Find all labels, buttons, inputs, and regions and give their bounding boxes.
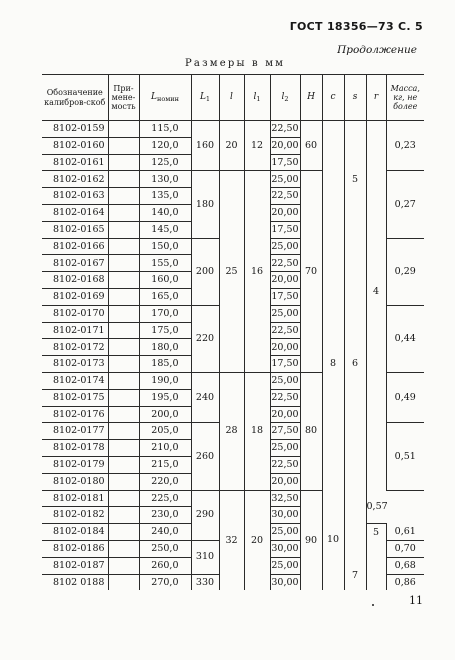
designation-cell: 8102-0175	[42, 389, 108, 406]
length-cell: 230,0	[139, 507, 191, 524]
applicability-cell	[108, 524, 139, 541]
designation-cell: 8102-0187	[42, 557, 108, 574]
page-number: 11	[409, 594, 423, 607]
length-cell: 250,0	[139, 540, 191, 557]
applicability-cell	[108, 221, 139, 238]
length-cell: 140,0	[139, 204, 191, 221]
l2-cell: 17,50	[270, 154, 300, 171]
l-cell: 25	[219, 171, 244, 373]
length-cell: 210,0	[139, 440, 191, 457]
applicability-cell	[108, 356, 139, 373]
applicability-cell	[108, 204, 139, 221]
applicability-cell	[108, 406, 139, 423]
l2-cell: 30,00	[270, 540, 300, 557]
length-cell: 150,0	[139, 238, 191, 255]
designation-cell: 8102-0168	[42, 272, 108, 289]
l2-cell: 20,00	[270, 406, 300, 423]
length-cell: 205,0	[139, 423, 191, 440]
L1-cell: 240	[191, 372, 219, 422]
designation-cell: 8102-0172	[42, 339, 108, 356]
table-row	[42, 490, 424, 507]
mass-cell: 0,61	[386, 524, 424, 541]
l2-cell: 17,50	[270, 356, 300, 373]
l2-cell: 20,00	[270, 137, 300, 154]
col-l: l	[219, 75, 244, 121]
l2-cell: 22,50	[270, 188, 300, 205]
c-cell: 10	[322, 490, 344, 590]
l2-cell: 27,50	[270, 423, 300, 440]
s-cell: 7	[344, 490, 366, 590]
designation-cell: 8102 0188	[53, 576, 105, 588]
header-row	[42, 75, 424, 121]
designation-cell: 8102-0162	[42, 171, 108, 188]
l-cell: 32	[219, 490, 244, 590]
L1-cell: 310	[191, 540, 219, 574]
designation-cell: 8102-0159	[42, 121, 108, 138]
col-l1: $l_1$	[244, 75, 270, 121]
l2-cell: 22,50	[270, 456, 300, 473]
applicability-cell	[108, 154, 139, 171]
designation-cell: 8102-0167	[42, 255, 108, 272]
length-cell: 125,0	[139, 154, 191, 171]
length-cell: 115,0	[139, 121, 191, 138]
L1-cell: 220	[191, 305, 219, 372]
designation-cell: 8102-0178	[42, 440, 108, 457]
designation-cell: 8102-0170	[42, 305, 108, 322]
length-cell: 220,0	[139, 473, 191, 490]
length-cell: 165,0	[139, 288, 191, 305]
r-cell: 4	[366, 287, 386, 472]
col-L1: $L_1$	[191, 75, 219, 121]
l2-cell: 25,00	[270, 372, 300, 389]
l2-cell: 32,50	[270, 490, 300, 507]
mass-cell: 0,57	[366, 490, 386, 524]
applicability-cell	[108, 574, 139, 590]
H-cell: 70	[300, 171, 322, 373]
designation-cell: 8102-0169	[42, 288, 108, 305]
mass-cell: 0,49	[386, 372, 424, 422]
applicability-cell	[108, 557, 139, 574]
length-cell: 130,0	[139, 171, 191, 188]
col-L-nom: $L_{номин}$	[139, 75, 191, 121]
length-cell: 155,0	[139, 255, 191, 272]
l2-cell: 17,50	[270, 221, 300, 238]
l2-cell: 20,00	[270, 339, 300, 356]
applicability-cell	[108, 137, 139, 154]
L1-cell: 330	[191, 574, 219, 590]
designation-cell: 8102-0180	[42, 473, 108, 490]
l2-cell: 25,00	[270, 557, 300, 574]
applicability-cell	[108, 188, 139, 205]
mass-cell: 0,70	[386, 540, 424, 557]
applicability-cell	[108, 507, 139, 524]
l2-cell: 25,00	[270, 238, 300, 255]
mass-cell: 0,68	[386, 557, 424, 574]
l2-cell: 22,50	[270, 255, 300, 272]
col-mass: Масса, кг, не более	[386, 75, 424, 121]
l2-cell: 17,50	[270, 288, 300, 305]
l2-cell: 22,50	[270, 389, 300, 406]
H-cell: 60	[300, 121, 322, 171]
dimensions-caption: Размеры в мм	[185, 58, 286, 69]
l2-cell: 20,00	[270, 272, 300, 289]
designation-cell: 8102-0171	[42, 322, 108, 339]
length-cell: 260,0	[139, 557, 191, 574]
r-cell: 5	[366, 524, 386, 591]
designation-cell: 8102-0174	[42, 372, 108, 389]
applicability-cell	[108, 389, 139, 406]
col-H: H	[300, 75, 322, 121]
print-speck	[372, 604, 374, 606]
l1-cell: 18	[244, 372, 270, 490]
applicability-cell	[108, 423, 139, 440]
applicability-cell	[108, 540, 139, 557]
l2-cell: 20,00	[270, 204, 300, 221]
applicability-cell	[108, 339, 139, 356]
designation-cell: 8102-0164	[42, 204, 108, 221]
applicability-cell	[108, 288, 139, 305]
designation-cell: 8102-0184	[42, 524, 108, 541]
applicability-cell	[108, 322, 139, 339]
designation-cell: 8102-0160	[42, 137, 108, 154]
designation-cell: 8102-0163	[42, 188, 108, 205]
c-cell	[322, 121, 344, 239]
r-cell	[366, 121, 386, 306]
standard-header: ГОСТ 18356—73 С. 5	[289, 20, 423, 33]
gauge-table	[42, 74, 424, 590]
l2-cell: 20,00	[270, 473, 300, 490]
applicability-cell	[108, 456, 139, 473]
length-cell: 170,0	[139, 305, 191, 322]
l2-cell: 30,00	[270, 507, 300, 524]
continuation-label: Продолжение	[337, 44, 417, 56]
l2-cell: 22,50	[270, 121, 300, 138]
length-cell: 175,0	[139, 322, 191, 339]
l1-cell: 20	[244, 490, 270, 590]
l2-cell: 25,00	[270, 305, 300, 322]
H-cell: 80	[300, 372, 322, 490]
length-cell: 270,0	[139, 574, 191, 590]
length-cell: 185,0	[139, 356, 191, 373]
length-cell: 225,0	[139, 490, 191, 507]
applicability-cell	[108, 440, 139, 457]
mass-cell: 0,44	[386, 305, 424, 372]
s-cell: 5	[344, 121, 366, 239]
designation-cell: 8102-0179	[42, 456, 108, 473]
designation-cell: 8102-0166	[42, 238, 108, 255]
length-cell: 120,0	[139, 137, 191, 154]
col-applicability: При-мене-мость	[108, 75, 139, 121]
table-row	[42, 121, 424, 138]
length-cell: 145,0	[139, 221, 191, 238]
col-l2: $l_2$	[270, 75, 300, 121]
designation-cell: 8102-0161	[42, 154, 108, 171]
l2-cell: 25,00	[270, 440, 300, 457]
l2-cell: 25,00	[270, 524, 300, 541]
s-cell: 6	[344, 238, 366, 490]
mass-cell: 0,29	[386, 238, 424, 305]
length-cell: 240,0	[139, 524, 191, 541]
applicability-cell	[108, 372, 139, 389]
col-designation: Обозначение калибров-скоб	[42, 75, 108, 121]
l-cell: 20	[219, 121, 244, 171]
L1-cell: 260	[191, 423, 219, 490]
applicability-cell	[108, 305, 139, 322]
col-c: c	[322, 75, 344, 121]
designation-cell: 8102-0182	[42, 507, 108, 524]
c-cell: 8	[322, 238, 344, 490]
mass-cell: 0,86	[386, 574, 424, 590]
l2-cell: 30,00	[270, 574, 300, 590]
designation-cell: 8102-0173	[42, 356, 108, 373]
L1-cell: 200	[191, 238, 219, 305]
L1-cell: 290	[191, 490, 219, 540]
designation-cell: 8102-0176	[42, 406, 108, 423]
applicability-cell	[108, 490, 139, 507]
length-cell: 215,0	[139, 456, 191, 473]
length-cell: 195,0	[139, 389, 191, 406]
designation-cell: 8102-0177	[42, 423, 108, 440]
length-cell: 180,0	[139, 339, 191, 356]
length-cell: 160,0	[139, 272, 191, 289]
L1-cell: 160	[191, 121, 219, 171]
length-cell: 135,0	[139, 188, 191, 205]
mass-cell: 0,23	[386, 121, 424, 171]
l1-cell: 16	[244, 171, 270, 373]
applicability-cell	[108, 238, 139, 255]
l-cell: 28	[219, 372, 244, 490]
l1-cell: 12	[244, 121, 270, 171]
designation-cell: 8102-0186	[42, 540, 108, 557]
H-cell: 90	[300, 490, 322, 590]
l2-cell: 25,00	[270, 171, 300, 188]
mass-cell: 0,51	[386, 423, 424, 490]
applicability-cell	[108, 255, 139, 272]
designation-cell: 8102-0181	[42, 490, 108, 507]
mass-cell: 0,27	[386, 171, 424, 238]
designation-cell: 8102-0165	[42, 221, 108, 238]
applicability-cell	[108, 171, 139, 188]
applicability-cell	[108, 473, 139, 490]
length-cell: 190,0	[139, 372, 191, 389]
length-cell: 200,0	[139, 406, 191, 423]
col-s: s	[344, 75, 366, 121]
applicability-cell	[108, 272, 139, 289]
L1-cell: 180	[191, 171, 219, 238]
l2-cell: 22,50	[270, 322, 300, 339]
col-r: r	[366, 75, 386, 121]
applicability-cell	[108, 121, 139, 138]
